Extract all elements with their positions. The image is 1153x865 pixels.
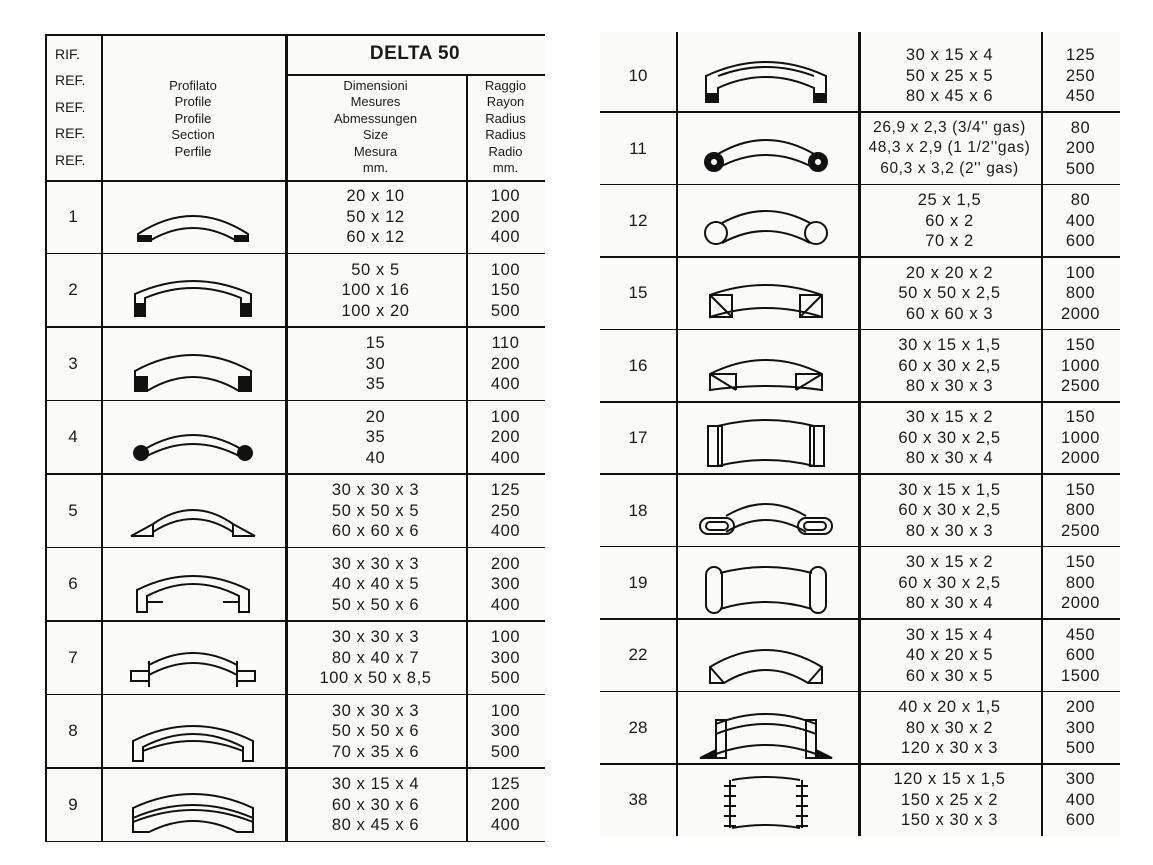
radius-line: 200: [490, 207, 521, 226]
dimension-values: [858, 404, 1041, 472]
radius-line: 2000: [1060, 449, 1101, 468]
dimension-values: [285, 476, 466, 546]
ref-number: 11: [629, 138, 647, 158]
dimension-header-label: mm.: [362, 160, 389, 175]
special-profile-a-icon: [692, 700, 840, 760]
dimension-line: 50 x 50 x 6: [331, 722, 420, 740]
radius-line: 150: [1065, 553, 1096, 572]
dimension-line: 60 x 60 x 6: [331, 522, 420, 540]
right-page: [600, 32, 1120, 837]
radius-line: 80: [1070, 191, 1091, 210]
radius-line: 300: [1065, 718, 1096, 737]
right-table: [600, 32, 1120, 837]
radius-line: 200: [1065, 139, 1096, 158]
dimension-line: 80 x 30 x 3: [905, 377, 994, 396]
radius-values: [1041, 549, 1120, 617]
radius-line: 450: [1065, 625, 1096, 644]
ref-number: 7: [68, 647, 78, 667]
left-page: [45, 34, 545, 842]
dimension-line: 30 x 15 x 2: [905, 553, 994, 572]
profile-header-label: Section: [171, 127, 215, 143]
radius-line: 110: [491, 334, 520, 352]
dimension-line: 60 x 60 x 3: [905, 304, 994, 323]
dimension-line: 30 x 15 x 2: [905, 408, 994, 427]
dimension-line: 150 x 30 x 3: [900, 811, 999, 830]
dimension-line: 80 x 30 x 2: [905, 718, 994, 737]
table-title: DELTA 50: [369, 43, 461, 64]
row-rule: [45, 547, 545, 549]
special-profile-b-icon: [692, 772, 840, 832]
left-table: [45, 34, 545, 842]
dimension-line: 120 x 15 x 1,5: [893, 770, 1006, 789]
dimension-line: 48,3 x 2,9 (1 1/2''gas): [868, 139, 1031, 157]
radius-values: [1041, 114, 1120, 182]
ref-number: 15: [628, 283, 648, 303]
radius-line: 400: [490, 522, 521, 540]
radius-values: [1041, 42, 1120, 110]
column-rule: [101, 34, 103, 842]
dimension-values: [285, 550, 466, 620]
dimension-values: [285, 403, 466, 473]
row-rule: [45, 841, 545, 843]
row-rule: [45, 767, 545, 769]
dimension-header-label: Mesures: [350, 94, 401, 109]
radius-values: [1041, 476, 1120, 544]
ref-number: 2: [68, 280, 78, 300]
dimension-header: [285, 74, 466, 180]
dimension-values: [285, 697, 466, 767]
radius-values: [1041, 621, 1120, 689]
radius-line: 800: [1065, 501, 1096, 520]
row-rule: [45, 400, 545, 402]
ref-number: 12: [628, 210, 648, 230]
dimension-line: 25 x 1,5: [917, 191, 982, 210]
radius-line: 400: [490, 228, 521, 246]
ref-number: 9: [68, 794, 78, 814]
radius-line: 1000: [1060, 356, 1101, 375]
dimension-line: 60 x 30 x 2,5: [898, 428, 1001, 447]
dimension-line: 15: [365, 334, 386, 352]
table-border: [45, 34, 545, 36]
dimension-values: [858, 476, 1041, 544]
dimension-values: [858, 332, 1041, 400]
radius-line: 600: [1065, 811, 1096, 830]
dimension-line: 60,3 x 3,2 (2'' gas): [880, 159, 1019, 177]
angle-legs-in-icon: [119, 558, 267, 618]
radius-line: 300: [1065, 770, 1096, 789]
profile-header-label: Profile: [174, 94, 212, 110]
radius-line: 100: [490, 628, 521, 646]
radius-values: [466, 256, 545, 326]
gas-pipe-icon: [692, 120, 840, 180]
radius-header-label: Radius: [485, 127, 526, 142]
dimension-line: 60 x 30 x 6: [331, 795, 420, 814]
dimension-line: 50 x 5: [351, 260, 400, 279]
row-rule: [45, 326, 545, 328]
radius-line: 80: [1070, 118, 1091, 137]
column-rule: [676, 32, 678, 836]
ref-number: 17: [628, 428, 648, 448]
radius-line: 500: [1065, 739, 1096, 758]
dimension-values: [858, 621, 1041, 689]
row-rule: [45, 620, 545, 622]
dimension-line: 80 x 30 x 3: [905, 521, 994, 540]
dimension-line: 100 x 20: [341, 301, 410, 320]
dimension-values: [285, 329, 466, 399]
dimension-line: 30 x 15 x 4: [331, 775, 420, 793]
radius-line: 2000: [1060, 594, 1101, 613]
dimension-line: 30 x 15 x 1,5: [898, 480, 1001, 499]
dimension-line: 40 x 20 x 1,5: [898, 698, 1001, 717]
square-bar-icon: [119, 337, 267, 397]
ref-number: 3: [68, 353, 78, 373]
round-bar-icon: [119, 411, 267, 471]
dimension-line: 70 x 2: [925, 232, 974, 251]
radius-line: 200: [490, 428, 521, 446]
ref-number: 6: [68, 574, 78, 594]
ref-header-label: REF.: [55, 125, 86, 142]
radius-line: 100: [1065, 263, 1096, 282]
radius-line: 400: [1065, 211, 1096, 230]
radius-line: 150: [490, 281, 521, 299]
dimension-line: 60 x 30 x 2,5: [898, 573, 1001, 592]
title-rule: [285, 74, 545, 76]
rect-tube-hard-way-icon: [692, 410, 840, 470]
dimension-line: 40 x 40 x 5: [331, 575, 420, 593]
radius-line: 200: [1065, 698, 1096, 717]
dimension-values: [858, 187, 1041, 255]
dimension-line: 60 x 30 x 5: [905, 666, 994, 685]
radius-values: [466, 550, 545, 620]
dimension-line: 35: [365, 428, 386, 446]
radius-values: [1041, 332, 1120, 400]
radius-values: [1041, 404, 1120, 472]
dimension-line: 20 x 10: [346, 187, 405, 205]
ref-number: 18: [628, 500, 648, 520]
radius-line: 250: [490, 501, 521, 520]
radius-line: 500: [490, 301, 521, 320]
dimension-line: 50 x 50 x 2,5: [898, 284, 1001, 303]
radius-line: 400: [490, 816, 521, 834]
radius-values: [466, 476, 545, 546]
dimension-line: 40 x 20 x 5: [905, 646, 994, 665]
dimension-line: 30 x 30 x 3: [331, 554, 420, 573]
radius-line: 2000: [1060, 304, 1101, 323]
radius-line: 200: [490, 354, 521, 373]
radius-values: [466, 770, 545, 840]
radius-values: [1041, 187, 1120, 255]
radius-line: 150: [1065, 408, 1096, 427]
profile-header: [101, 64, 285, 174]
radius-line: 600: [1065, 646, 1096, 665]
profile-header-label: Profilato: [169, 77, 217, 93]
column-rule: [858, 32, 861, 836]
dimension-values: [285, 182, 466, 252]
radius-line: 400: [490, 595, 521, 614]
radius-line: 2500: [1060, 377, 1101, 396]
radius-header-label: Radio: [488, 143, 523, 159]
channel-web-out-icon: [692, 48, 840, 108]
radius-header-label: Raggio: [484, 77, 527, 93]
dimension-line: 50 x 50 x 6: [331, 595, 420, 614]
dimension-header-label: Dimensioni: [343, 77, 408, 93]
dimension-values: [285, 770, 466, 840]
radius-line: 450: [1065, 87, 1096, 106]
radius-line: 150: [1065, 480, 1096, 499]
dimension-line: 120 x 30 x 3: [900, 739, 999, 758]
channel-flanges-in-icon: [119, 705, 267, 765]
dimension-header-label: Mesura: [353, 143, 398, 159]
radius-values: [466, 403, 545, 473]
radius-values: [1041, 766, 1120, 834]
radius-values: [466, 697, 545, 767]
oval-tube-upright-icon: [692, 555, 840, 615]
flat-bar-easy-way-icon: [119, 190, 267, 250]
ref-number: 1: [68, 206, 78, 226]
radius-line: 800: [1065, 284, 1096, 303]
row-rule: [45, 694, 545, 696]
table-border: [45, 34, 47, 842]
dimension-line: 80 x 30 x 4: [905, 594, 994, 613]
radius-line: 1500: [1060, 666, 1101, 685]
ref-header-label: REF.: [55, 151, 86, 168]
radius-line: 100: [490, 187, 521, 205]
radius-values: [466, 623, 545, 693]
radius-line: 125: [490, 481, 521, 499]
dimension-values: [858, 42, 1041, 110]
dimension-line: 60 x 12: [346, 228, 405, 246]
dimension-line: 60 x 2: [925, 211, 974, 230]
radius-header: [466, 74, 545, 180]
ref-number: 5: [68, 500, 78, 520]
radius-line: 100: [490, 260, 521, 279]
dimension-line: 30 x 15 x 4: [905, 46, 994, 65]
radius-line: 300: [490, 722, 521, 740]
flat-bar-hard-way-icon: [119, 264, 267, 324]
radius-line: 600: [1065, 232, 1096, 251]
dimension-line: 50 x 12: [346, 207, 405, 226]
radius-line: 200: [490, 795, 521, 814]
radius-line: 1000: [1060, 428, 1101, 447]
dimension-line: 100 x 50 x 8,5: [319, 669, 432, 687]
dimension-values: [858, 766, 1041, 834]
radius-header-label: mm.: [492, 160, 519, 175]
dimension-line: 80 x 30 x 4: [905, 449, 994, 468]
dimension-values: [858, 694, 1041, 762]
column-rule: [1041, 32, 1043, 836]
dimension-line: 30 x 15 x 4: [905, 625, 994, 644]
header-rule: [45, 180, 545, 182]
row-rule: [45, 253, 545, 255]
radius-line: 800: [1065, 573, 1096, 592]
ref-number: 38: [628, 790, 648, 810]
ref-header: [45, 34, 101, 180]
tee-section-icon: [119, 631, 267, 691]
dimension-line: 30 x 30 x 3: [331, 628, 420, 646]
dimension-values: [858, 259, 1041, 327]
square-tube-icon: [692, 265, 840, 325]
dimension-line: 80 x 45 x 6: [331, 816, 420, 834]
radius-line: 300: [490, 648, 521, 667]
radius-line: 125: [1065, 46, 1096, 65]
radius-line: 400: [1065, 790, 1096, 809]
channel-flanges-out-icon: [119, 778, 267, 838]
dimension-line: 30 x 30 x 3: [331, 701, 420, 720]
trapezoid-section-icon: [692, 627, 840, 687]
ref-header-label: REF.: [55, 98, 86, 115]
dimension-line: 30: [365, 354, 386, 373]
dimension-values: [285, 256, 466, 326]
dimension-header-label: Size: [362, 127, 389, 142]
radius-line: 300: [490, 575, 521, 593]
dimension-line: 50 x 25 x 5: [905, 66, 994, 85]
dimension-line: 30 x 30 x 3: [331, 481, 420, 499]
dimension-line: 100 x 16: [341, 281, 410, 299]
dimension-line: 26,9 x 2,3 (3/4'' gas): [873, 118, 1026, 136]
dimension-values: [858, 549, 1041, 617]
radius-line: 100: [490, 701, 521, 720]
radius-values: [1041, 694, 1120, 762]
column-rule: [466, 74, 468, 842]
column-rule: [285, 34, 288, 842]
ref-number: 16: [628, 355, 648, 375]
ref-number: 8: [68, 721, 78, 741]
radius-header-label: Rayon: [486, 94, 525, 109]
ref-header-label: RIF.: [55, 45, 80, 62]
rect-tube-easy-way-icon: [692, 338, 840, 398]
dimension-line: 20 x 20 x 2: [905, 263, 994, 282]
dimension-line: 80 x 40 x 7: [331, 648, 420, 667]
radius-values: [466, 182, 545, 252]
dimension-line: 70 x 35 x 6: [331, 742, 420, 761]
dimension-line: 35: [365, 375, 386, 393]
radius-line: 500: [490, 669, 521, 687]
oval-tube-flat-icon: [692, 482, 840, 542]
dimension-line: 60 x 30 x 2,5: [898, 356, 1001, 375]
radius-line: 400: [490, 375, 521, 393]
dimension-values: [285, 623, 466, 693]
radius-values: [1041, 259, 1120, 327]
dimension-line: 30 x 15 x 1,5: [898, 336, 1001, 355]
ref-number: 22: [628, 645, 648, 665]
radius-line: 150: [1065, 336, 1096, 355]
dimension-header-label: Abmessungen: [333, 110, 418, 126]
radius-line: 400: [490, 448, 521, 467]
radius-line: 100: [490, 407, 521, 426]
round-tube-icon: [692, 193, 840, 253]
dimension-line: 150 x 25 x 2: [900, 790, 999, 809]
radius-line: 125: [490, 775, 521, 793]
ref-number: 19: [628, 572, 648, 592]
profile-header-label: Profile: [174, 110, 212, 126]
radius-line: 500: [1065, 159, 1096, 178]
angle-legs-out-icon: [119, 484, 267, 544]
dimension-line: 60 x 30 x 2,5: [898, 501, 1001, 520]
dimension-line: 20: [365, 407, 386, 426]
radius-line: 2500: [1060, 521, 1101, 540]
row-rule: [45, 473, 545, 475]
profile-header-label: Perfile: [174, 143, 212, 159]
ref-number: 4: [68, 427, 78, 447]
radius-header-label: Radius: [485, 110, 526, 126]
dimension-values: [858, 114, 1041, 182]
dimension-line: 50 x 50 x 5: [331, 501, 420, 520]
dimension-line: 40: [365, 448, 386, 467]
radius-line: 200: [490, 554, 521, 573]
radius-line: 500: [490, 742, 521, 761]
ref-header-label: REF.: [55, 72, 86, 89]
radius-values: [466, 329, 545, 399]
ref-number: 28: [628, 717, 648, 737]
dimension-line: 80 x 45 x 6: [905, 87, 994, 106]
ref-number: 10: [628, 66, 648, 86]
radius-line: 250: [1065, 66, 1096, 85]
